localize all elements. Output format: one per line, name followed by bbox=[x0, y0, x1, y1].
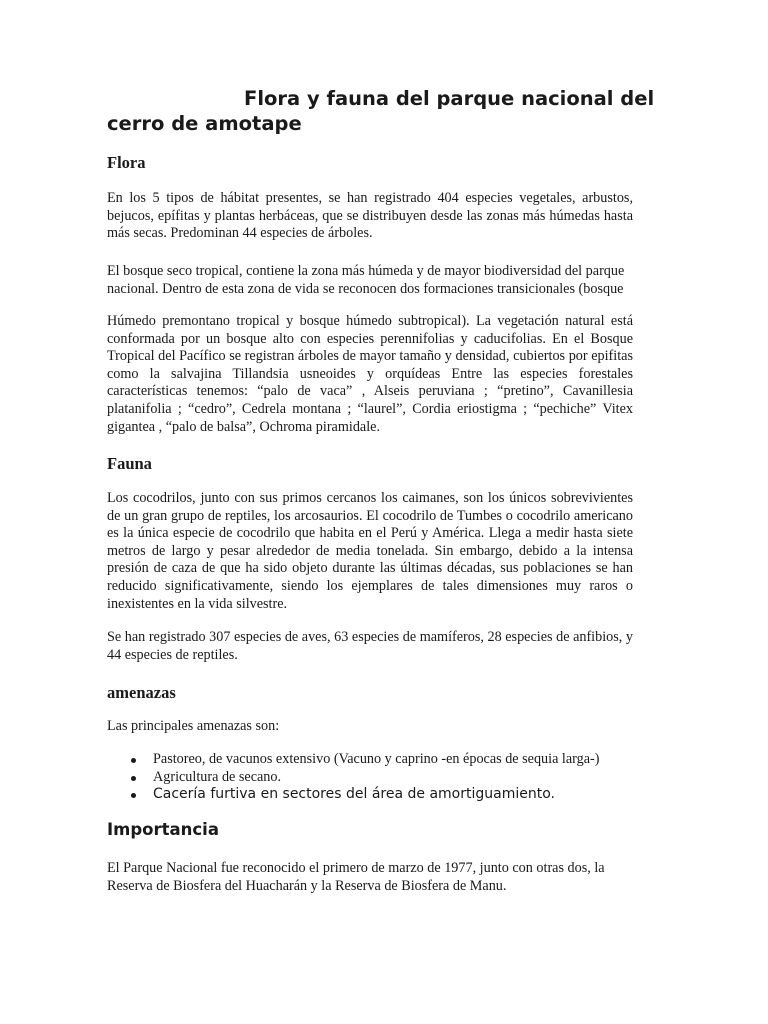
fauna-paragraph-1: Los cocodrilos, junto con sus primos cercanos los caimanes, son los únicos sobrevivientes de un gran grupo de reptiles, los arcosaurios. El cocodrilo de Tumbes o cocodrilo americano es la única especie de cocodrilo que habita en el Perú y América. Llega a medir hasta siete metros de largo y pesar alrededor de media tonelada. Sin embargo, debido a la intensa presión de caza de que ha sido objeto durante las últimas décadas, sus poblaciones se han reducido significativamente, siendo los ejemplares de tales dimensiones muy raros o inexistentes en la vida silvestre. bbox=[107, 490, 633, 612]
title-line-1: Flora y fauna del parque nacional del bbox=[244, 87, 655, 110]
list-item bbox=[107, 751, 647, 769]
heading-amenazas: amenazas bbox=[107, 683, 176, 702]
fauna-paragraph-2: Se han registrado 307 especies de aves, 63 especies de mamíferos, 28 especies de anfibios, y 44 especies de reptiles. bbox=[107, 629, 633, 663]
amenazas-intro: Las principales amenazas son: bbox=[107, 718, 280, 734]
flora-paragraph-3: Húmedo premontano tropical y bosque húmedo subtropical). La vegetación natural está conformada por un bosque alto con especies perennifolias y caducifolias. En el Bosque Tropical del Pacífico se registran árboles de mayor tamaño y densidad, cubiertos por epifitas como la salvajina Tillandsia usneoides y orquídeas Entre las especies forestales características tenemos: “palo de vaca” , Alseis peruviana ; “pretino”, Cavanillesia platanifolia ; “cedro”, Cedrela montana ; “laurel”, Cordia eriostigma ; “pechiche” Vitex gigantea , “palo de balsa”, Ochroma piramidale. bbox=[107, 313, 633, 435]
list-item bbox=[107, 769, 647, 787]
flora-paragraph-2: El bosque seco tropical, contiene la zona más húmeda y de mayor biodiversidad del parque nacional. Dentro de esta zona de vida se reconocen dos formaciones transicionales (bosque bbox=[107, 263, 625, 297]
list-item-text: Agricultura de secano. bbox=[153, 768, 282, 785]
heading-fauna: Fauna bbox=[107, 454, 152, 473]
bullet-icon bbox=[131, 758, 136, 763]
flora-paragraph-1: En los 5 tipos de hábitat presentes, se han registrado 404 especies vegetales, arbustos, bejucos, epífitas y plantas herbáceas, que se distribuyen desde las zonas más húmedas hasta más secas. Predominan 44 especies de árboles. bbox=[107, 190, 633, 242]
list-item bbox=[107, 786, 647, 804]
bullet-icon bbox=[131, 793, 136, 798]
document-title bbox=[107, 86, 667, 136]
importancia-paragraph: El Parque Nacional fue reconocido el primero de marzo de 1977, junto con otras dos, la Reserva de Biosfera del Huacharán y la Reserva de Biosfera de Manu. bbox=[107, 860, 605, 894]
amenazas-list bbox=[107, 751, 647, 804]
bullet-icon bbox=[131, 776, 136, 781]
heading-flora: Flora bbox=[107, 153, 146, 172]
title-line-2: cerro de amotape bbox=[107, 112, 302, 135]
heading-importancia: Importancia bbox=[107, 820, 219, 839]
list-item-text: Pastoreo, de vacunos extensivo (Vacuno y caprino -en épocas de sequia larga-) bbox=[153, 751, 600, 767]
list-item-text: Cacería furtiva en sectores del área de amortiguamiento. bbox=[153, 786, 555, 802]
